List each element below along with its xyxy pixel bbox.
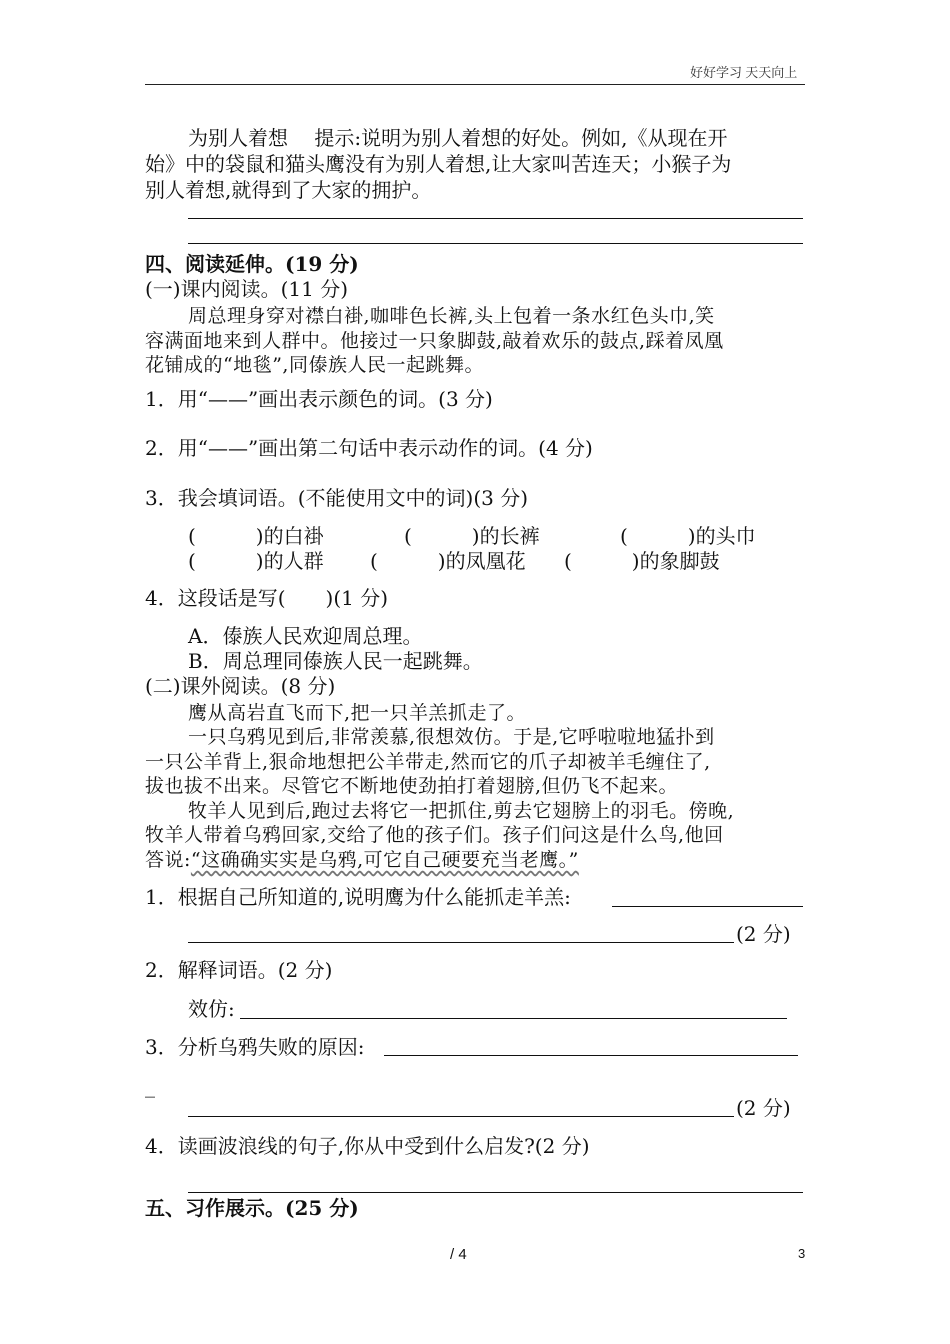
answer-line[interactable] — [188, 942, 734, 943]
p1-question-2: 2．用“——”画出第二句话中表示动作的词。(4 分) — [145, 436, 593, 460]
answer-line[interactable] — [612, 906, 803, 907]
p2-question-1: 1．根据自己所知道的,说明鹰为什么能抓走羊羔: — [145, 885, 571, 909]
page-number: 3 — [798, 1246, 806, 1261]
header-text: 好好学习 天天向上 — [690, 65, 798, 80]
passage1-line-2: 容满面地来到人群中。他接过一只象脚鼓,敲着欢乐的鼓点,踩着凤凰 — [145, 330, 724, 352]
q3-score: (2 分) — [736, 1096, 791, 1120]
section3-line-2: 始》中的袋鼠和猫头鹰没有为别人着想,让大家叫苦连天；小猴子为 — [145, 152, 732, 176]
answer-line[interactable] — [188, 1192, 803, 1193]
p2-question-2: 2．解释词语。(2 分) — [145, 958, 333, 982]
q1-score: (2 分) — [736, 922, 791, 946]
passage2-line-5: 牧羊人见到后,跑过去将它一把抓住,剪去它翅膀上的羽毛。傍晚, — [188, 800, 735, 822]
answer-line[interactable] — [188, 218, 803, 219]
p1-question-3: 3．我会填词语。(不能使用文中的词)(3 分) — [145, 486, 529, 510]
p1-question-4: 4．这段话是写( )(1 分) — [145, 586, 389, 610]
section4-title: 四、阅读延伸。(19 分) — [145, 252, 359, 276]
section3-line-1: 为别人着想 提示:说明为别人着想的好处。例如,《从现在开 — [188, 126, 728, 150]
fill-blank[interactable]: ( )的象脚鼓 — [564, 549, 720, 573]
passage1-line-3: 花铺成的“地毯”,同傣族人民一起跳舞。 — [145, 354, 484, 376]
passage2-line-4: 拔也拔不出来。尽管它不断地使劲拍打着翅膀,但仍飞不起来。 — [145, 775, 679, 797]
section3-line-3: 别人着想,就得到了大家的拥护。 — [145, 178, 432, 202]
passage2-line-2: 一只乌鸦见到后,非常羡慕,很想效仿。于是,它呼啦啦地猛扑到 — [188, 726, 715, 748]
passage2-line-1: 鹰从高岩直飞而下,把一只羊羔抓走了。 — [188, 702, 527, 724]
term-label: 效仿: — [188, 997, 235, 1021]
answer-line[interactable] — [384, 1055, 798, 1056]
p2-question-4: 4．读画波浪线的句子,你从中受到什么启发?(2 分) — [145, 1134, 590, 1158]
answer-line[interactable] — [188, 1116, 734, 1117]
passage2-last-prefix: 答说: — [145, 849, 191, 871]
wavy-sentence: “这确确实实是乌鸦,可它自己硬要充当老鹰。” — [190, 849, 579, 871]
passage2-line-6: 牧羊人带着乌鸦回家,交给了他的孩子们。孩子们问这是什么鸟,他回 — [145, 824, 724, 846]
header-rule — [145, 84, 805, 85]
section5-title: 五、习作展示。(25 分) — [145, 1196, 359, 1220]
part2-title: (二)课外阅读。(8 分) — [145, 674, 336, 698]
fill-blank[interactable]: ( )的人群 — [188, 549, 324, 573]
p1-question-1: 1．用“——”画出表示颜色的词。(3 分) — [145, 387, 493, 411]
part1-title: (一)课内阅读。(11 分) — [145, 277, 349, 301]
passage1-line-1: 周总理身穿对襟白褂,咖啡色长裤,头上包着一条水红色头巾,笑 — [188, 305, 715, 327]
fill-blank[interactable]: ( )的凤凰花 — [370, 549, 526, 573]
passage2-line-7 — [145, 845, 579, 872]
fill-blank[interactable]: ( )的长裤 — [404, 524, 540, 548]
p2-question-3: 3．分析乌鸦失败的原因: — [145, 1035, 365, 1059]
page-total: / 4 — [450, 1246, 467, 1263]
q3-dash: _ — [145, 1074, 155, 1098]
option-b[interactable]: B．周总理同傣族人民一起跳舞。 — [188, 649, 483, 673]
option-a[interactable]: A．傣族人民欢迎周总理。 — [188, 624, 423, 648]
fill-blank[interactable]: ( )的头巾 — [620, 524, 756, 548]
passage2-line-3: 一只公羊背上,狠命地想把公羊带走,然而它的爪子却被羊毛缠住了, — [145, 751, 711, 773]
answer-line[interactable] — [188, 243, 803, 244]
fill-blank[interactable]: ( )的白褂 — [188, 524, 324, 548]
answer-line[interactable] — [240, 1018, 787, 1019]
